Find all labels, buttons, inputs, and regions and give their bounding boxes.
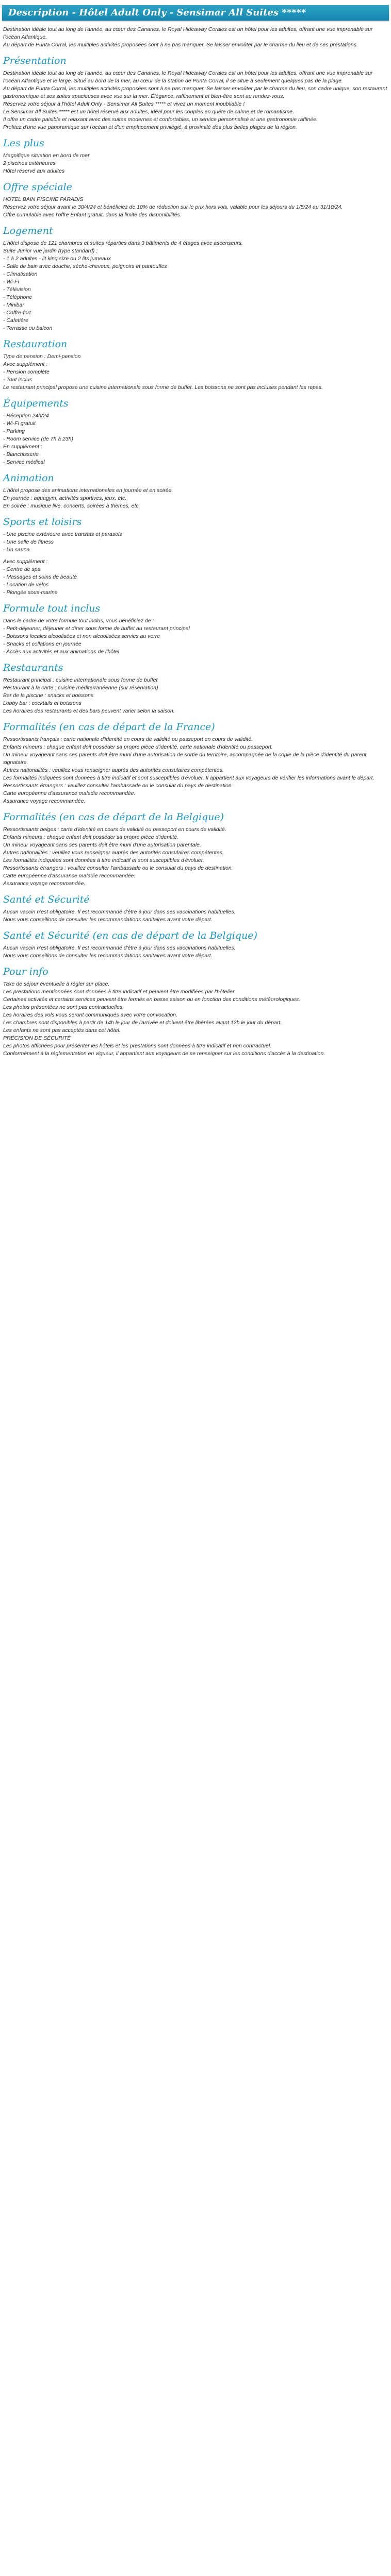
paragraph: - Pension complète <box>3 369 50 375</box>
paragraph: Ressortissants étrangers : veuillez consulter l'ambassade ou le consulat du pays de destination. <box>3 865 233 871</box>
paragraph: - Accès aux activités et aux animations de l'hôtel <box>3 649 120 655</box>
paragraph: Ressortissants étrangers : veuillez consulter l'ambassade ou le consulat du pays de destination. <box>3 783 233 789</box>
section-heading: Formule tout inclus <box>3 603 101 614</box>
section-heading: Formalités (en cas de départ de la France) <box>3 721 215 733</box>
paragraph: Offre cumulable avec l'offre Enfant gratuit, dans la limite des disponibilités. <box>3 212 182 218</box>
paragraph: Un mineur voyageant sans ses parents doit être muni d'une autorisation de sortie du territoire, accompagnée de la copie de la pièce d'identité du parent signataire. <box>3 752 367 766</box>
paragraph: - Un sauna <box>3 547 30 553</box>
paragraph: Les photos affichées pour présenter les hôtels et les prestations sont données à titre indicatif et non contractuel. <box>3 1043 272 1049</box>
paragraph: 2 piscines extérieures <box>3 160 56 166</box>
page-title: Description - Hôtel Adult Only - Sensimar All Suites ***** <box>2 5 389 21</box>
paragraph: HOTEL BAIN PISCINE PARADIS <box>3 196 84 202</box>
paragraph: Ressortissants français : carte nationale d'identité en cours de validité ou passeport en cours de validité. <box>3 736 253 742</box>
paragraph: Carte européenne d'assurance maladie recommandée. <box>3 790 136 796</box>
paragraph: - Massages et soins de beauté <box>3 574 77 580</box>
paragraph: - Petit-déjeuner, déjeuner et dîner sous forme de buffet au restaurant principal <box>3 625 190 632</box>
paragraph: - Wi-Fi <box>3 279 19 285</box>
paragraph: Réservez votre séjour à l'hôtel Adult Only - Sensimar All Suites ***** et vivez un moment inoubliable ! <box>3 101 245 107</box>
paragraph: Avec supplément : <box>3 558 48 565</box>
paragraph: - Une salle de fitness <box>3 539 54 545</box>
section <box>3 55 388 131</box>
section-heading: Sports et loisirs <box>3 516 82 528</box>
paragraph: Les formalités indiquées sont données à titre indicatif et sont susceptibles d'évoluer. Il appartient aux voyageurs de vérifier les informations avant le départ. <box>3 775 374 781</box>
paragraph: Enfants mineurs : chaque enfant doit posséder sa propre pièce d'identité, carte nationale d'identité ou passeport. <box>3 744 273 750</box>
paragraph: Restaurant à la carte : cuisine méditerranéenne (sur réservation) <box>3 685 158 691</box>
paragraph: Les enfants ne sont pas acceptés dans cet hôtel. <box>3 1027 121 1033</box>
paragraph: - Wi-Fi gratuit <box>3 420 36 427</box>
section-heading: Santé et Sécurité (en cas de départ de la Belgique) <box>3 930 257 941</box>
paragraph: - Location de vélos <box>3 582 49 588</box>
paragraph: Un mineur voyageant sans ses parents doit être muni d'une autorisation parentale. <box>3 842 201 848</box>
paragraph: - Cafetière <box>3 317 29 324</box>
paragraph: Aucun vaccin n'est obligatoire. Il est recommandé d'être à jour dans ses vaccinations habituelles. <box>3 909 236 915</box>
paragraph: Suite Junior vue jardin (type standard) : <box>3 248 98 254</box>
paragraph: Profitez d'une vue panoramique sur l'océan et d'un emplacement privilégié, à proximité des plus belles plages de la région. <box>3 124 297 130</box>
section <box>3 26 388 49</box>
paragraph: - Salle de bain avec douche, sèche-cheveux, peignoirs et pantoufles <box>3 263 167 269</box>
paragraph: Taxe de séjour éventuelle à régler sur place. <box>3 981 110 987</box>
paragraph: Restaurant principal : cuisine internationale sous forme de buffet <box>3 677 158 683</box>
section-heading: Équipements <box>3 398 69 409</box>
paragraph: - Télévision <box>3 286 31 293</box>
paragraph: Aucun vaccin n'est obligatoire. Il est recommandé d'être à jour dans ses vaccinations habituelles. <box>3 945 236 951</box>
paragraph: Hôtel réservé aux adultes <box>3 168 65 174</box>
paragraph: Les horaires des vols vous seront communiqués avec votre convocation. <box>3 1012 177 1018</box>
paragraph: - Minibar <box>3 302 24 308</box>
section-heading: Pour info <box>3 966 48 977</box>
paragraph: - Terrasse ou balcon <box>3 325 53 331</box>
section <box>3 930 388 960</box>
section <box>3 662 388 715</box>
paragraph: En supplément : <box>3 444 42 450</box>
section <box>3 472 388 510</box>
paragraph: - Parking <box>3 428 25 434</box>
paragraph: Les horaires des restaurants et des bars peuvent varier selon la saison. <box>3 708 175 714</box>
section-heading: Animation <box>3 472 54 484</box>
paragraph: Enfants mineurs : chaque enfant doit posséder sa propre pièce d'identité. <box>3 834 178 840</box>
paragraph: En journée : aquagym, activités sportives, jeux, etc. <box>3 495 127 501</box>
paragraph: PRÉCISION DE SÉCURITÉ <box>3 1035 71 1041</box>
paragraph: L'hôtel propose des animations internationales en journée et en soirée. <box>3 487 173 494</box>
paragraph: - Une piscine extérieure avec transats et parasols <box>3 531 122 537</box>
section <box>3 516 388 554</box>
paragraph: - Tout inclus <box>3 377 32 383</box>
section <box>3 181 388 219</box>
section <box>3 558 388 597</box>
section <box>3 398 388 466</box>
paragraph: Dans le cadre de votre formule tout inclus, vous bénéficiez de : <box>3 618 154 624</box>
description-content <box>0 26 391 1058</box>
paragraph: - Climatisation <box>3 271 38 277</box>
section-heading: Santé et Sécurité <box>3 894 90 905</box>
section <box>3 603 388 656</box>
paragraph: Conformément à la réglementation en vigueur, il appartient aux voyageurs de se renseigner sur les conditions d'accès à la destination. <box>3 1050 325 1057</box>
paragraph: Lobby bar : cocktails et boissons <box>3 700 82 706</box>
paragraph: Assurance voyage recommandée. <box>3 880 86 887</box>
section-heading: Formalités (en cas de départ de la Belgique) <box>3 811 224 823</box>
section <box>3 138 388 175</box>
paragraph: Les photos présentées ne sont pas contractuelles. <box>3 1004 124 1010</box>
section-heading: Les plus <box>3 138 44 149</box>
section-heading: Logement <box>3 225 53 236</box>
section <box>3 966 388 1058</box>
paragraph: L'hôtel dispose de 121 chambres et suites réparties dans 3 bâtiments de 4 étages avec ascenseurs. <box>3 240 243 246</box>
paragraph: Réservez votre séjour avant le 30/4/24 et bénéficiez de 10% de réduction sur le prix hors vols, valable pour les séjours du 1/5/24 au 31/10/24. <box>3 204 343 210</box>
paragraph: - Plongée sous-marine <box>3 589 58 596</box>
paragraph: Autres nationalités : veuillez vous renseigner auprès des autorités consulaires compétentes. <box>3 850 224 856</box>
paragraph: Destination idéale tout au long de l'année, au cœur des Canaries, le Royal Hideaway Corales est un hôtel pour les adultes, offrant une vue imprenable sur l'océan Atlantique et le large. Situé au bord de la mer, au cœur de la station de Punta Corral, il se situe à seulement quelques pas de la plage. <box>3 70 373 84</box>
section-heading: Restaurants <box>3 662 63 673</box>
section-heading: Restauration <box>3 338 68 350</box>
paragraph: - Boissons locales alcoolisées et non alcoolisées servies au verre <box>3 633 160 639</box>
paragraph: Bar de la piscine : snacks et boissons <box>3 692 94 699</box>
section <box>3 225 388 332</box>
paragraph: Certaines activités et certains services peuvent être fermés en basse saison ou en fonction des conditions météorologiques. <box>3 996 301 1003</box>
paragraph: Autres nationalités : veuillez vous renseigner auprès des autorités consulaires compétentes. <box>3 767 224 773</box>
paragraph: - Blanchisserie <box>3 451 39 457</box>
paragraph: Magnifique situation en bord de mer <box>3 152 90 159</box>
paragraph: - 1 à 2 adultes - lit king size ou 2 lits jumeaux <box>3 256 111 262</box>
section <box>3 338 388 392</box>
paragraph: Au départ de Punta Corral, les multiples activités proposées sont à ne pas manquer. Se laisser envoûter par le charme du lieu, son cadre unique, son restaurant gastronomique et ses suites spacieuses avec vue sur la mer. Élégance, raffinement et bien-être sont au rendez-vous. <box>3 86 387 99</box>
paragraph: Destination idéale tout au long de l'année, au cœur des Canaries, le Royal Hideaway Corales est un hôtel pour les adultes, offrant une vue imprenable sur l'océan Atlantique. <box>3 26 373 40</box>
paragraph: Les chambres sont disponibles à partir de 14h le jour de l'arrivée et doivent être libérées avant 12h le jour du départ. <box>3 1020 282 1026</box>
section <box>3 811 388 888</box>
paragraph: Les prestations mentionnées sont données à titre indicatif et peuvent être modifiées par l'hôtelier. <box>3 989 236 995</box>
section-heading: Présentation <box>3 55 67 66</box>
paragraph: Le restaurant principal propose une cuisine internationale sous forme de buffet. Les boissons ne sont pas incluses pendant les repas. <box>3 384 323 391</box>
paragraph: Carte européenne d'assurance maladie recommandée. <box>3 873 136 879</box>
paragraph: Ressortissants belges : carte d'identité en cours de validité ou passeport en cours de validité. <box>3 826 226 833</box>
paragraph: - Centre de spa <box>3 566 41 572</box>
paragraph: Les formalités indiquées sont données à titre indicatif et sont susceptibles d'évoluer. <box>3 857 204 863</box>
paragraph: - Room service (de 7h à 23h) <box>3 436 73 442</box>
paragraph: - Service médical <box>3 459 45 465</box>
section <box>3 894 388 924</box>
paragraph: Assurance voyage recommandée. <box>3 798 86 804</box>
paragraph: - Téléphone <box>3 294 32 300</box>
paragraph: - Coffre-fort <box>3 310 31 316</box>
section-heading: Offre spéciale <box>3 181 72 193</box>
paragraph: Le Sensimar All Suites ***** est un hôtel réservé aux adultes, idéal pour les couples en quête de calme et de romantisme. <box>3 109 295 115</box>
paragraph: Au départ de Punta Corral, les multiples activités proposées sont à ne pas manquer. Se laisser envoûter par le charme du lieu et de ses prestations. <box>3 42 358 48</box>
paragraph: Nous vous conseillons de consulter les recommandations sanitaires avant votre départ. <box>3 953 213 959</box>
paragraph: En soirée : musique live, concerts, soirées à thèmes, etc. <box>3 503 140 509</box>
paragraph: Type de pension : Demi-pension <box>3 353 81 360</box>
paragraph: Nous vous conseillons de consulter les recommandations sanitaires avant votre départ. <box>3 917 213 923</box>
paragraph: - Réception 24h/24 <box>3 413 49 419</box>
paragraph: Avec supplément : <box>3 361 48 367</box>
paragraph: - Snacks et collations en journée <box>3 641 82 647</box>
paragraph: Il offre un cadre paisible et relaxant avec des suites modernes et confortables, un service personnalisé et une gastronomie raffinée. <box>3 116 318 123</box>
section <box>3 721 388 805</box>
